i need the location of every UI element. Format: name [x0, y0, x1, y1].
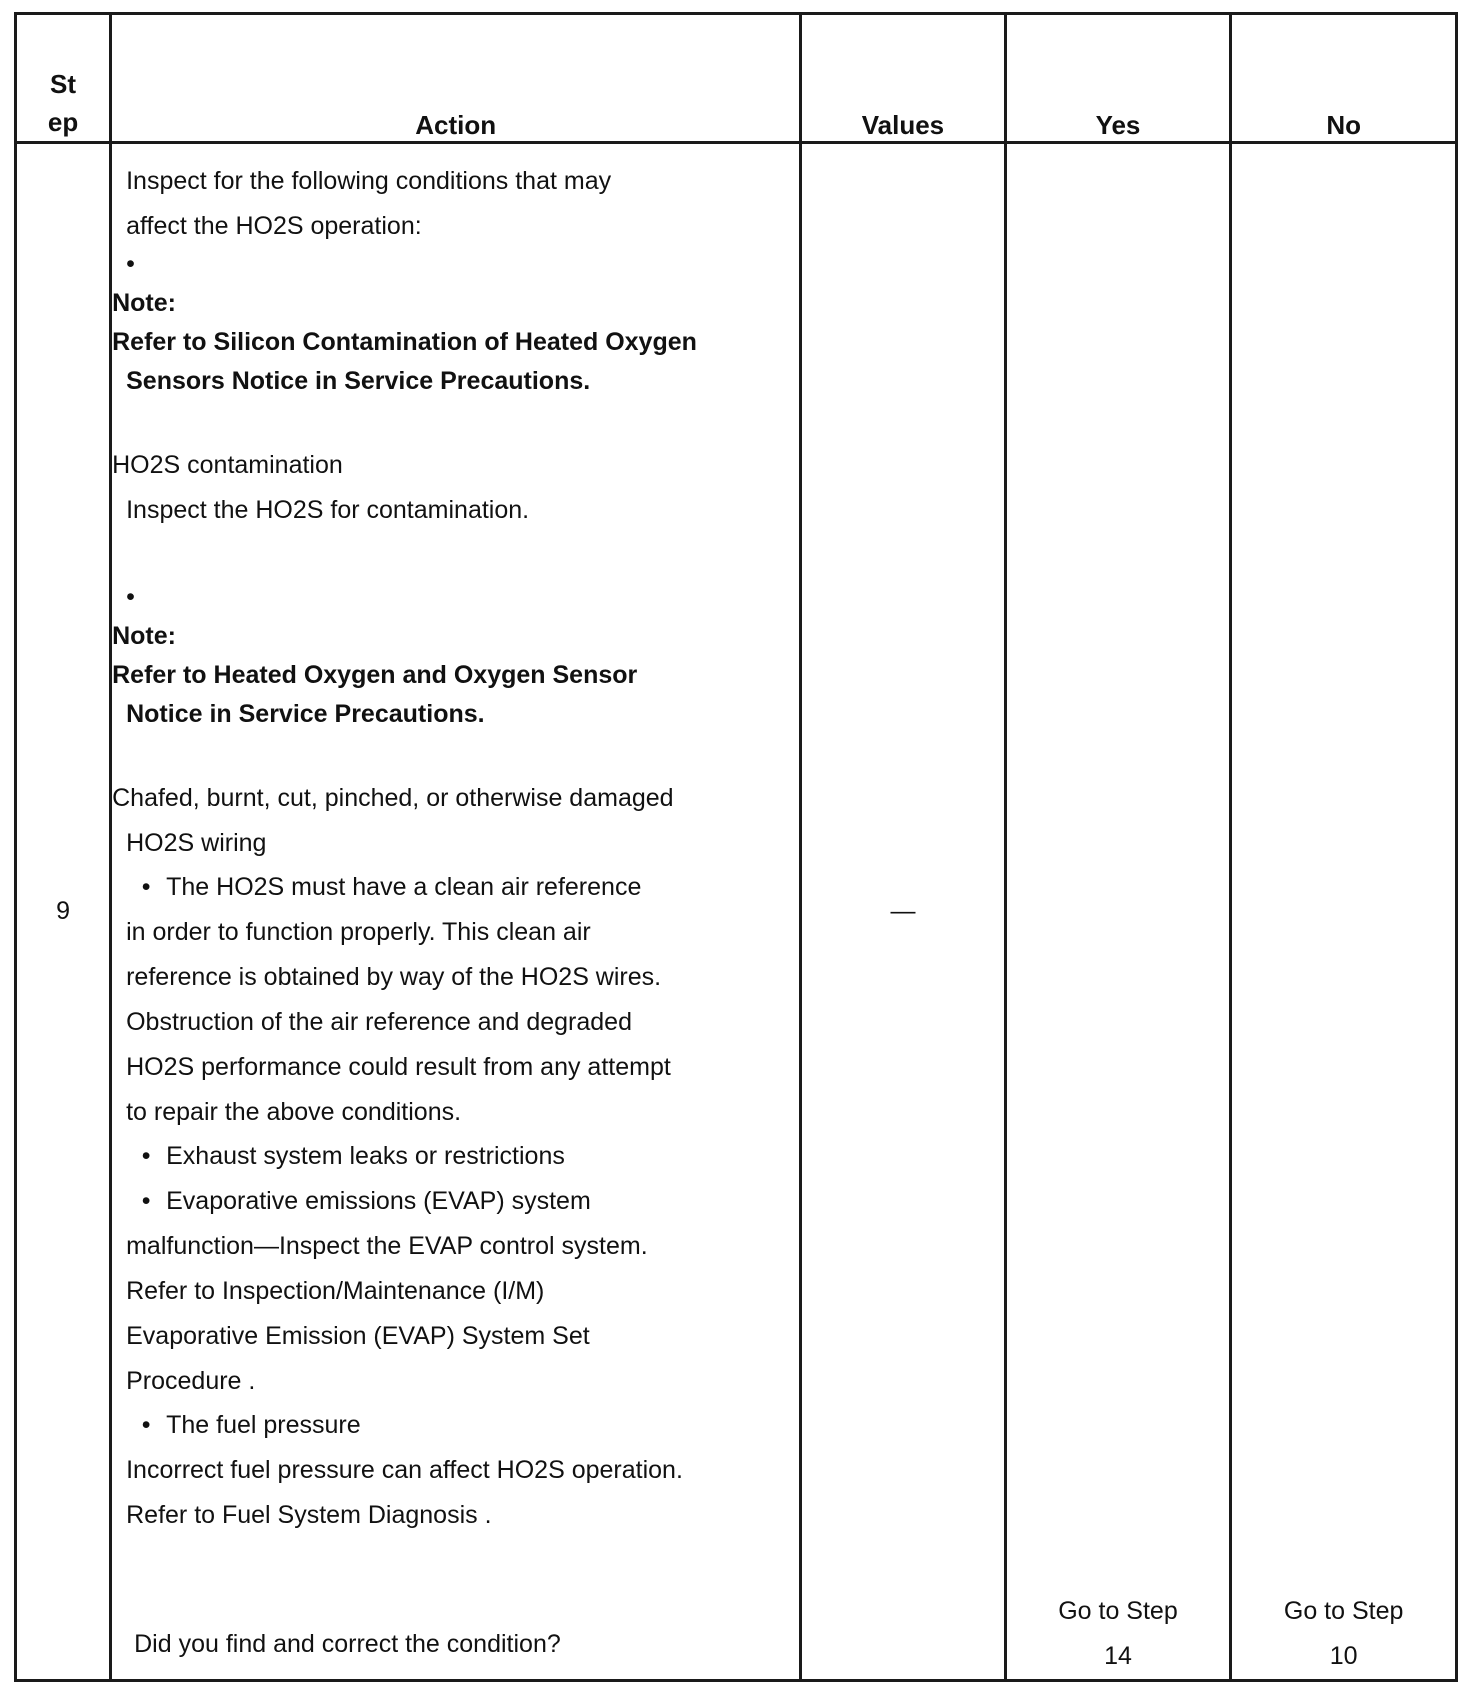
no-cell: [1231, 143, 1457, 1681]
note-text: Refer to Heated Oxygen and Oxygen Sensor: [112, 661, 638, 689]
list-item-text: Exhaust system leaks or restrictions: [166, 1142, 565, 1170]
condition-text: HO2S performance could result from any attempt: [126, 1053, 671, 1081]
step-number: 9: [16, 143, 111, 1681]
yes-goto-label: Go to Step: [1058, 1597, 1178, 1625]
condition-text: Refer to Inspection/Maintenance (I/M): [126, 1277, 545, 1305]
step-header-line2: ep: [47, 107, 79, 137]
list-item-text: The fuel pressure: [166, 1411, 361, 1439]
note-label: Note:: [112, 289, 176, 317]
bullet: •: [126, 583, 135, 611]
diagnostic-table: [14, 12, 1458, 1682]
question: Did you find and correct the condition?: [134, 1630, 561, 1658]
condition-text: Obstruction of the air reference and degraded: [126, 1008, 632, 1036]
values-column-header: Values: [801, 14, 1005, 143]
list-item-text: Evaporative emissions (EVAP) system: [166, 1187, 591, 1215]
list-item: [112, 1186, 591, 1216]
step-header-line1: St: [50, 69, 77, 99]
list-item: [112, 1141, 565, 1171]
list-item: [112, 1410, 361, 1440]
bullet: •: [126, 250, 135, 278]
condition-text: in order to function properly. This clean air: [126, 918, 591, 946]
bullet: •: [141, 1142, 151, 1170]
condition-text: malfunction—Inspect the EVAP control system.: [126, 1232, 648, 1260]
step-column-header: [16, 14, 111, 143]
condition-title: Chafed, burnt, cut, pinched, or otherwise damaged: [112, 784, 674, 812]
intro-line: Inspect for the following conditions that may: [126, 167, 612, 195]
yes-goto-step: 14: [1104, 1642, 1132, 1670]
list-item: [112, 872, 641, 902]
no-goto-step: 10: [1329, 1642, 1358, 1670]
yes-cell: [1005, 143, 1231, 1681]
condition-text: Procedure .: [126, 1367, 256, 1395]
condition-title: HO2S wiring: [126, 829, 267, 857]
yes-column-header: Yes: [1005, 14, 1231, 143]
condition-text: Inspect the HO2S for contamination.: [126, 496, 530, 524]
note-text: Sensors Notice in Service Precautions.: [126, 367, 591, 395]
no-column-header: No: [1231, 14, 1457, 143]
table-row: [16, 143, 1457, 1681]
action-cell: [111, 143, 801, 1681]
note-text: Refer to Silicon Contamination of Heated Oxygen: [112, 328, 697, 356]
values-cell: —: [801, 143, 1005, 1681]
condition-text: Evaporative Emission (EVAP) System Set: [126, 1322, 590, 1350]
condition-text: reference is obtained by way of the HO2S wires.: [126, 963, 662, 991]
bullet: •: [141, 1187, 151, 1215]
bullet: •: [141, 873, 151, 901]
condition-text: Incorrect fuel pressure can affect HO2S operation.: [126, 1456, 683, 1484]
no-goto-label: Go to Step: [1283, 1597, 1404, 1625]
condition-title: HO2S contamination: [112, 451, 343, 479]
intro-line: affect the HO2S operation:: [126, 212, 422, 240]
note-text: Notice in Service Precautions.: [126, 700, 485, 728]
list-item-text: The HO2S must have a clean air reference: [166, 873, 642, 901]
condition-text: Refer to Fuel System Diagnosis .: [126, 1501, 492, 1529]
bullet: •: [141, 1411, 151, 1439]
table-header-row: [16, 14, 1457, 143]
note-label: Note:: [112, 622, 176, 650]
condition-text: to repair the above conditions.: [126, 1098, 462, 1126]
action-column-header: Action: [111, 14, 801, 143]
